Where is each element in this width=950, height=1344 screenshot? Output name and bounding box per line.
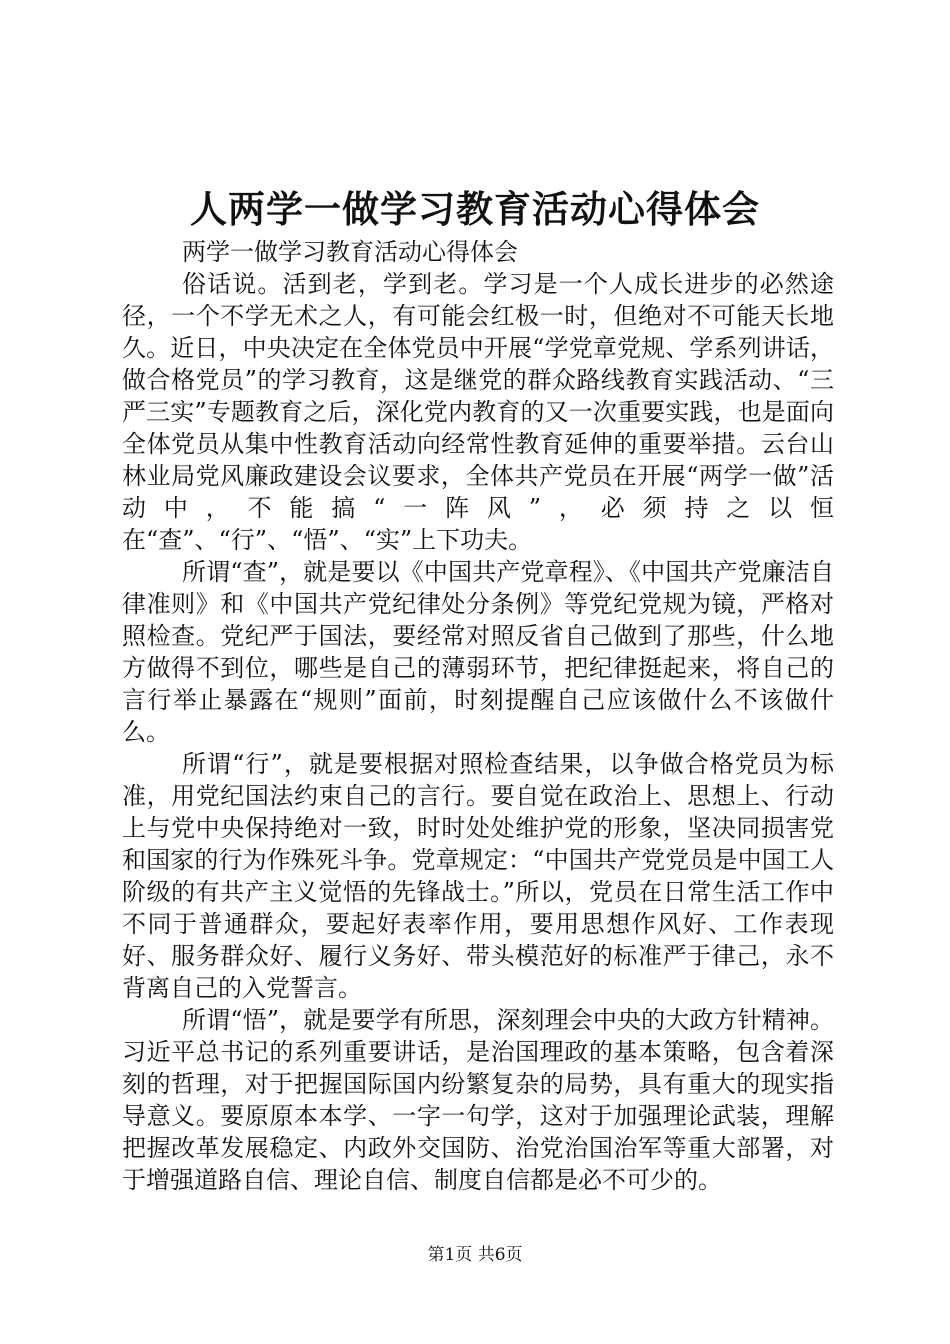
body-paragraph: 俗话说。活到老，学到老。学习是一个人成长进步的必然途径，一个不学无术之人，有可能会红极一时，但绝对不可能天长地久。近日，中央决定在全体党员中开展“学党章党规、学系列讲话，做合格党员”的学习教育，这是继党的群众路线教育实践活动、“三严三实”专题教育之后，深化党内教育的又一次重要实践，也是面向全体党员从集中性教育活动向经常性教育延伸的重要举措。云台山林业局党风廉政建设会议要求，全体共产党员在开展“两学一做”活动中，不能搞“一阵风”，必须持之以恒在“查”、“行”、“悟”、“实”上下功夫。 [122, 270, 834, 554]
body-paragraph: 所谓“行”，就是要根据对照检查结果，以争做合格党员为标准，用党纪国法约束自己的言行。要自觉在政治上、思想上、行动上与党中央保持绝对一致，时时处处维护党的形象，坚决同损害党和国家的行为作殊死斗争。党章规定：“中国共产党党员是中国工人阶级的有共产主义觉悟的先锋战士。”所以，党员在日常生活工作中不同于普通群众，要起好表率作用，要用思想作风好、工作表现好、服务群众好、履行义务好、带头模范好的标准严于律己，永不背离自己的入党誓言。 [122, 750, 834, 1002]
body-paragraph: 所谓“查”，就是要以《中国共产党章程》、《中国共产党廉洁自律准则》和《中国共产党纪律处分条例》等党纪党规为镜，严格对照检查。党纪严于国法，要经常对照反省自己做到了那些，什么地方做得不到位，哪些是自己的薄弱环节，把纪律挺起来，将自己的言行举止暴露在“规则”面前，时刻提醒自己应该做什么不该做什么。 [122, 558, 834, 746]
body-paragraph: 所谓“悟”，就是要学有所思，深刻理会中央的大政方针精神。习近平总书记的系列重要讲话，是治国理政的基本策略，包含着深刻的哲理，对于把握国际国内纷繁复杂的局势，具有重大的现实指导意义。要原原本本学、一字一句学，这对于加强理论武装，理解把握改革发展稳定、内政外交国防、治党治国治军等重大部署，对于增强道路自信、理论自信、制度自信都是必不可少的。 [122, 1006, 834, 1194]
document-title: 人两学一做学习教育活动心得体会 [190, 187, 760, 231]
page-footer: 第1页 共6页 [427, 1245, 523, 1265]
subtitle-paragraph: 两学一做学习教育活动心得体会 [182, 238, 518, 266]
document-body [122, 236, 834, 1196]
